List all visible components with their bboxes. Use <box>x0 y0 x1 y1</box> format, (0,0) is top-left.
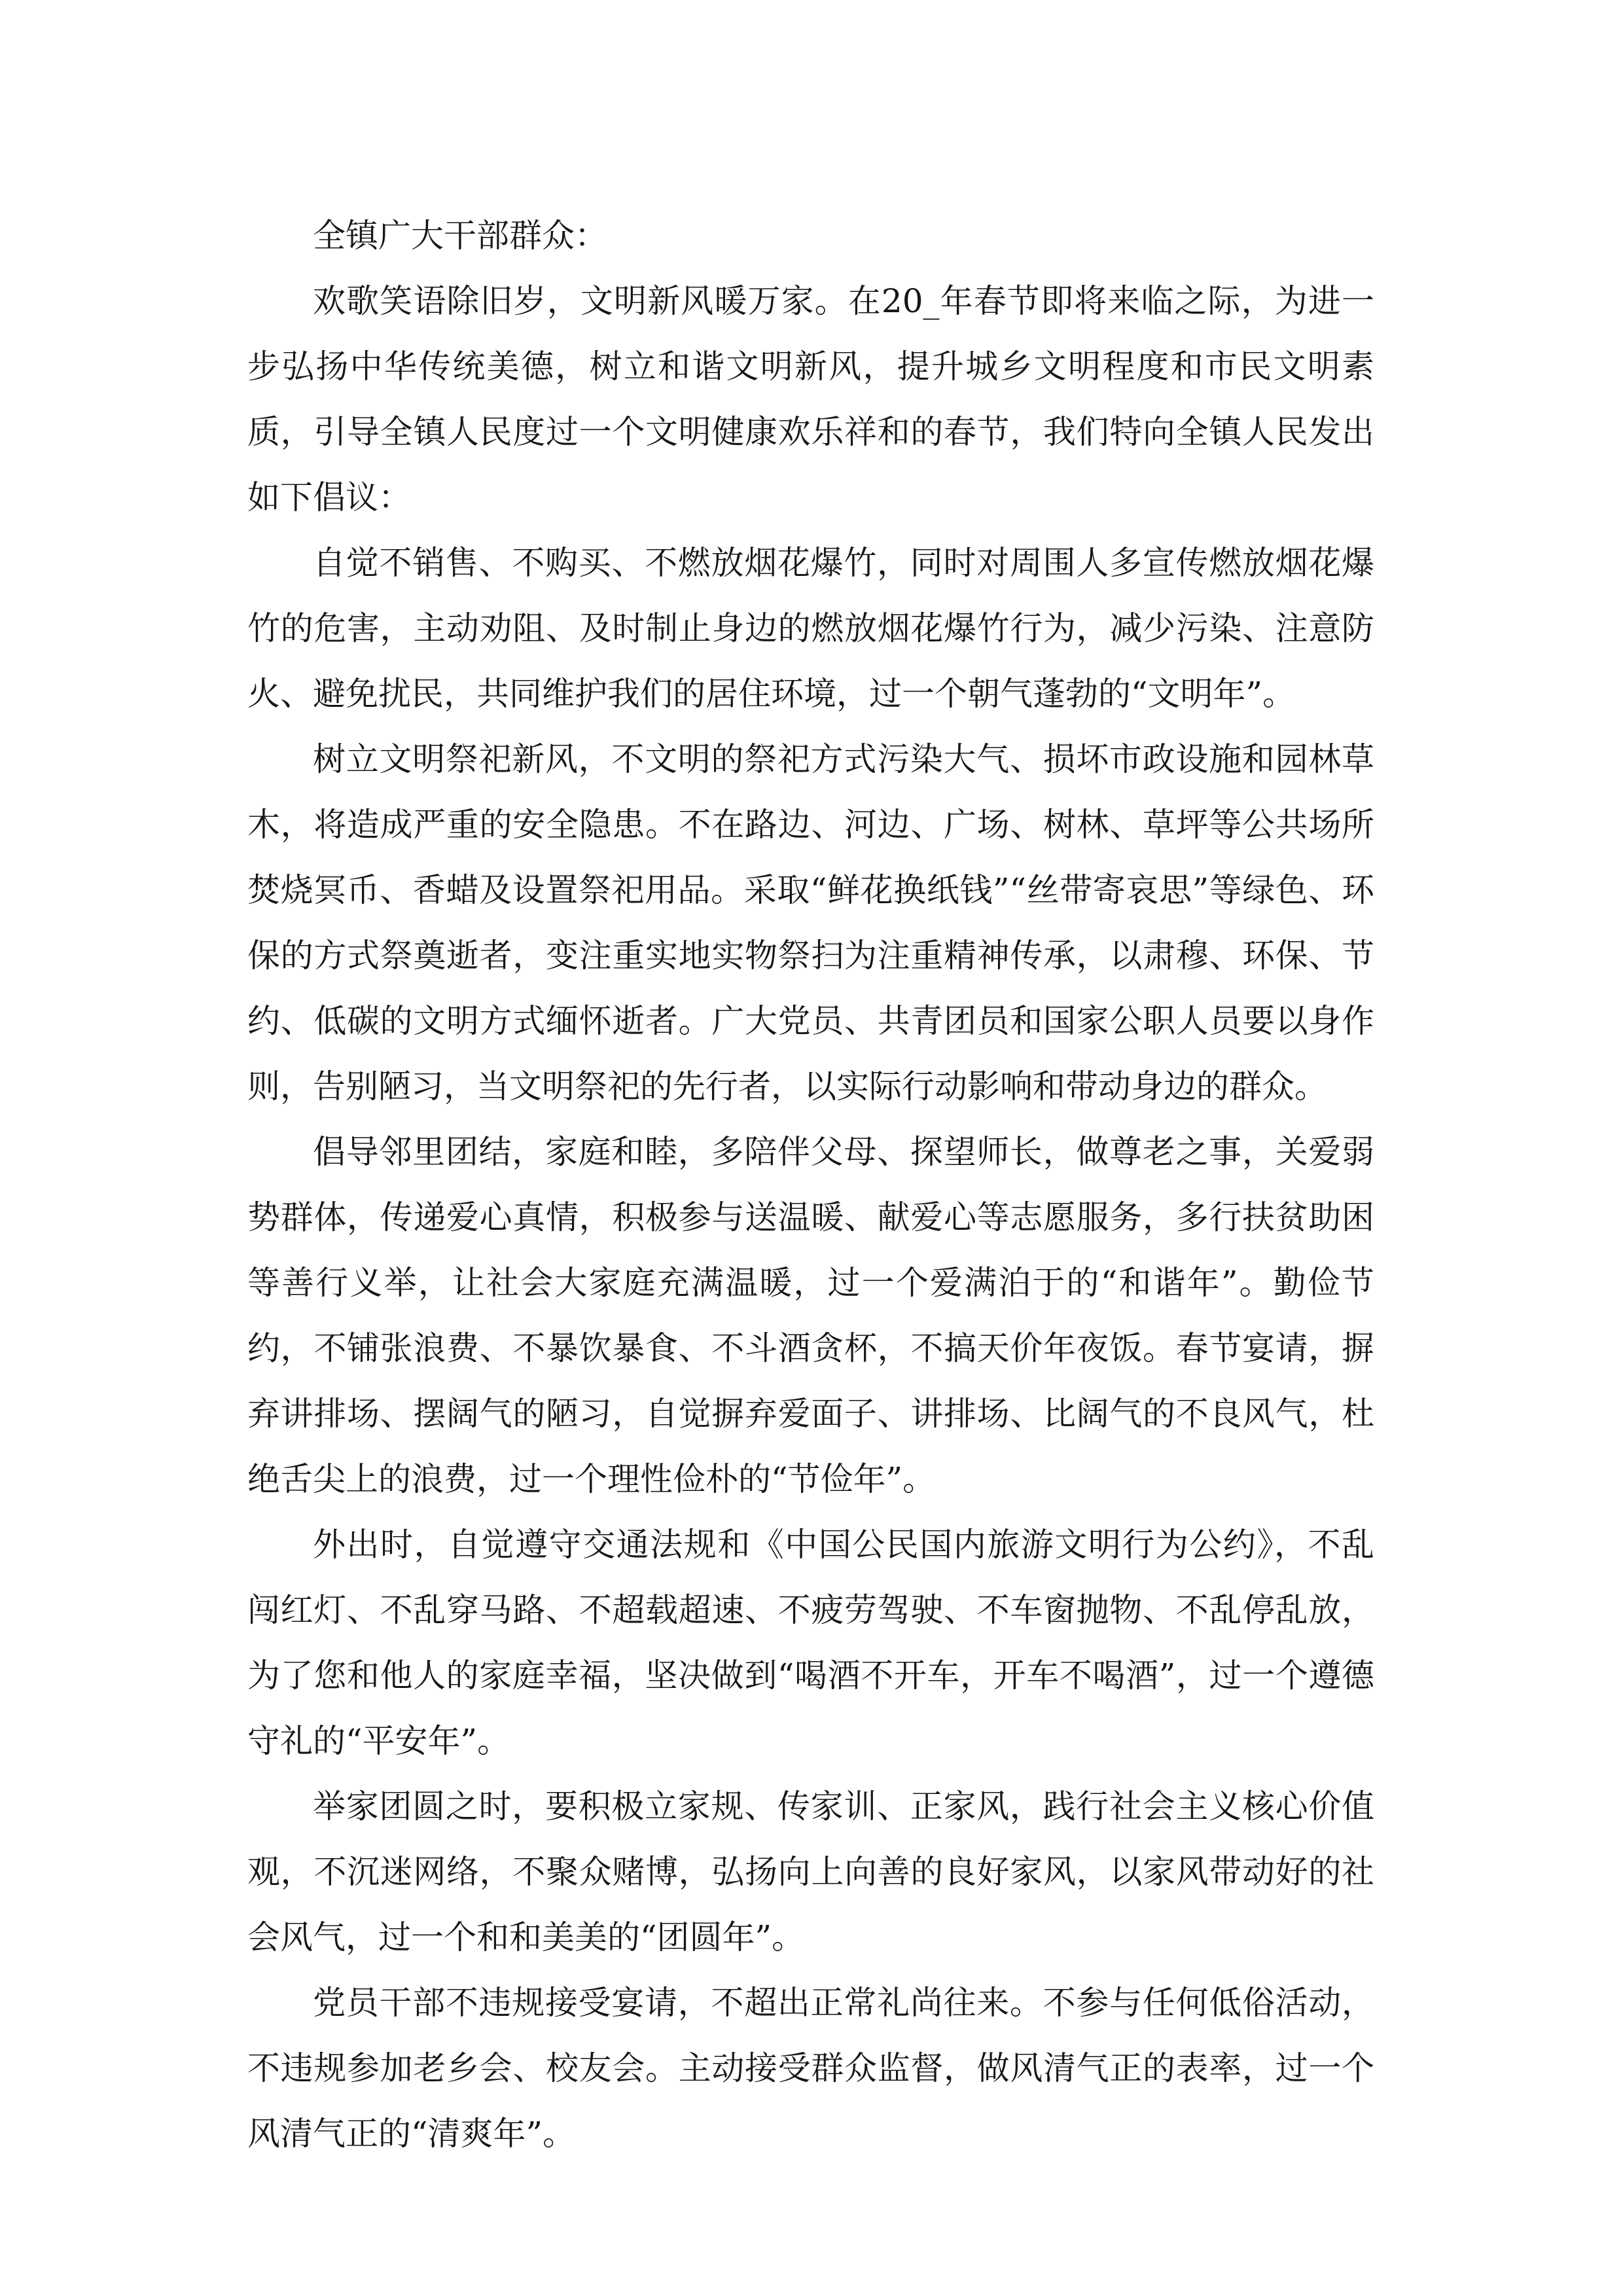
paragraph-harmony: 倡导邻里团结，家庭和睦，多陪伴父母、探望师长，做尊老之事，关爱弱势群体，传递爱心真情，积极参与送温暖、献爱心等志愿服务，多行扶贫助困等善行义举，让社会大家庭充满温暖，过一个爱满泊于的“和谐年”。勤俭节约，不铺张浪费、不暴饮暴食、不斗酒贪杯，不搞天价年夜饭。春节宴请，摒弃讲排场、摆阔气的陋习，自觉摒弃爱面子、讲排场、比阔气的不良风气，杜绝舌尖上的浪费，过一个理性俭朴的“节俭年”。 <box>247 1133 1374 1498</box>
paragraph-fireworks: 自觉不销售、不购买、不燃放烟花爆竹，同时对周围人多宣传燃放烟花爆竹的危害，主动劝阻、及时制止身边的燃放烟花爆竹行为，减少污染、注意防火、避免扰民，共同维护我们的居住环境，过一个朝气蓬勃的“文明年”。 <box>247 544 1374 713</box>
paragraph-sacrifice: 树立文明祭祀新风，不文明的祭祀方式污染大气、损坏市政设施和园林草木，将造成严重的安全隐患。不在路边、河边、广场、树林、草坪等公共场所焚烧冥币、香蜡及设置祭祀用品。采取“鲜花换纸钱”“丝带寄哀思”等绿色、环保的方式祭奠逝者，变注重实地实物祭扫为注重精神传承，以肃穆、环保、节约、低碳的文明方式缅怀逝者。广大党员、共青团员和国家公职人员要以身作则，告别陋习，当文明祭祀的先行者，以实际行动影响和带动身边的群众。 <box>247 740 1374 1105</box>
paragraph-reunion: 举家团圆之时，要积极立家规、传家训、正家风，践行社会主义核心价值观，不沉迷网络，不聚众赌博，弘扬向上向善的良好家风，以家风带动好的社会风气，过一个和和美美的“团圆年”。 <box>247 1787 1374 1956</box>
paragraph-intro: 欢歌笑语除旧岁，文明新风暖万家。在20_年春节即将来临之际，为进一步弘扬中华传统美德，树立和谐文明新风，提升城乡文明程度和市民文明素质，引导全镇人民度过一个文明健康欢乐祥和的春节，我们特向全镇人民发出如下倡议： <box>247 282 1374 516</box>
paragraph-travel: 外出时，自觉遵守交通法规和《中国公民国内旅游文明行为公约》，不乱闯红灯、不乱穿马路、不超载超速、不疲劳驾驶、不车窗抛物、不乱停乱放，为了您和他人的家庭幸福，坚决做到“喝酒不开车，开车不喝酒”，过一个遵德守礼的“平安年”。 <box>247 1526 1374 1760</box>
salutation: 全镇广大干部群众： <box>313 217 607 255</box>
paragraph-cadres: 党员干部不违规接受宴请，不超出正常礼尚往来。不参与任何低俗活动，不违规参加老乡会、校友会。主动接受群众监督，做风清气正的表率，过一个风清气正的“清爽年”。 <box>247 1984 1374 2153</box>
document-body <box>247 203 1374 2166</box>
